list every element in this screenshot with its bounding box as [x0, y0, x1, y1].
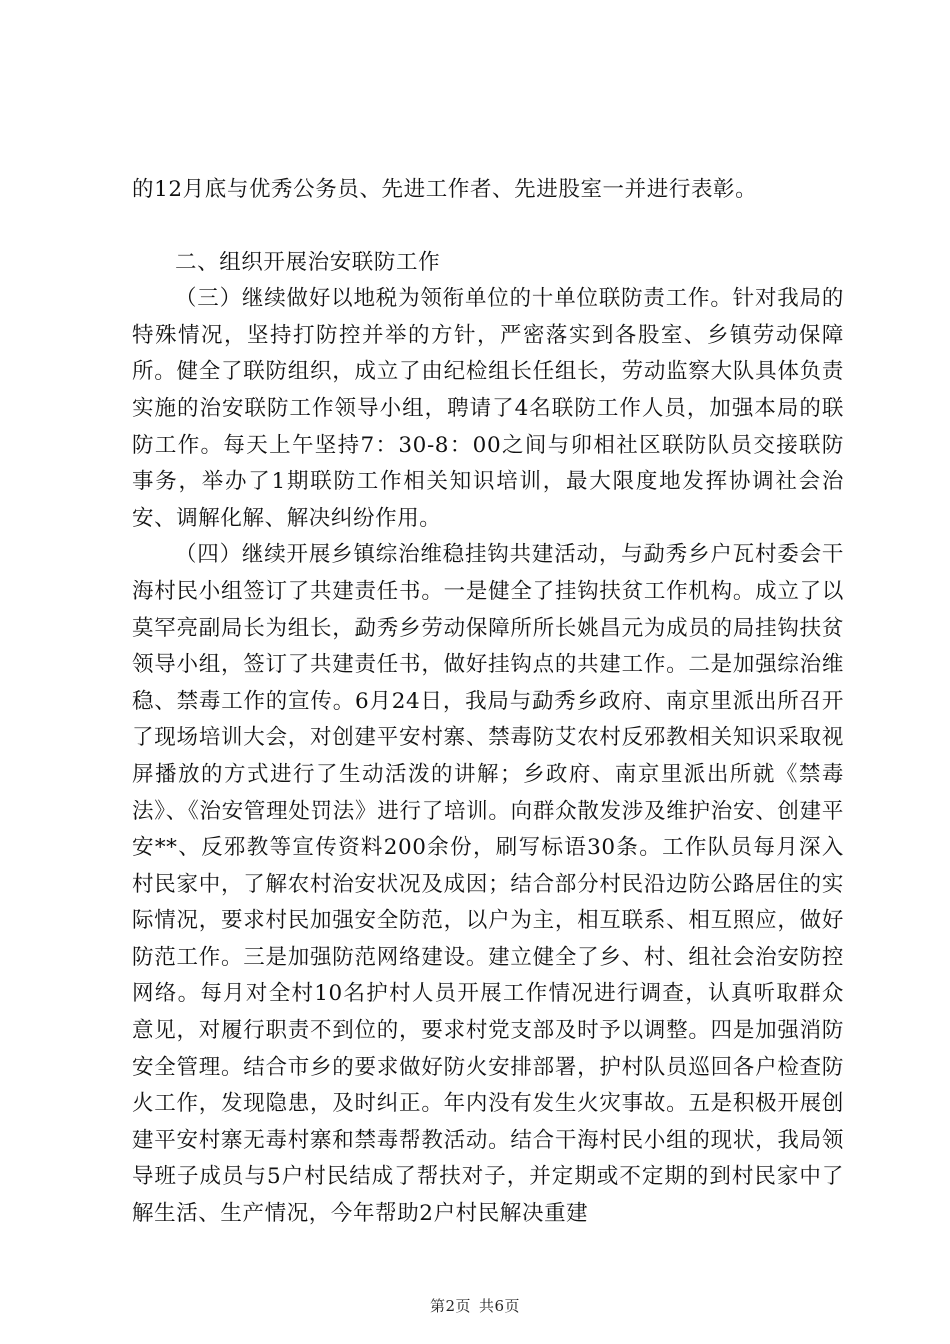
page-number: 第2页: [429, 1297, 471, 1315]
page-total: 共6页: [479, 1297, 521, 1315]
document-body: [132, 172, 844, 1233]
paragraph-continuation: 的12月底与优秀公务员、先进工作者、先进股室一并进行表彰。: [132, 177, 758, 202]
paragraph-item-3: （三）继续做好以地税为领衔单位的十单位联防责工作。针对我局的特殊情况，坚持打防控并举的方针，严密落实到各股室、乡镇劳动保障所。健全了联防组织，成立了由纪检组长任组长，劳动监察大队具体负责实施的治安联防工作领导小组，聘请了4名联防工作人员，加强本局的联防工作。每天上午坚持7：30-8：00之间与卯相社区联防队员交接联防事务，举办了1期联防工作相关知识培训，最大限度地发挥协调社会治安、调解化解、解决纠纷作用。: [132, 286, 844, 531]
section-heading: 二、组织开展治安联防工作: [175, 249, 441, 275]
paragraph-item-4: （四）继续开展乡镇综治维稳挂钩共建活动，与勐秀乡户瓦村委会干海村民小组签订了共建责任书。一是健全了挂钩扶贫工作机构。成立了以莫罕亮副局长为组长，勐秀乡劳动保障所所长姚昌元为成员的局挂钩扶贫领导小组，签订了共建责任书，做好挂钩点的共建工作。二是加强综治维稳、禁毒工作的宣传。6月24日，我局与勐秀乡政府、南京里派出所召开了现场培训大会，对创建平安村寨、禁毒防艾农村反邪教相关知识采取视屏播放的方式进行了生动活泼的讲解；乡政府、南京里派出所就《禁毒法》、《治安管理处罚法》进行了培训。向群众散发涉及维护治安、创建平安**、反邪教等宣传资料200余份，刷写标语30条。工作队员每月深入村民家中，了解农村治安状况及成因；结合部分村民沿边防公路居住的实际情况，要求村民加强安全防范，以户为主，相互联系、相互照应，做好防范工作。三是加强防范网络建设。建立健全了乡、村、组社会治安防控网络。每月对全村10名护村人员开展工作情况进行调查，认真听取群众意见，对履行职责不到位的，要求村党支部及时予以调整。四是加强消防安全管理。结合市乡的要求做好防火安排部署，护村队员巡回各户检查防火工作，发现隐患，及时纠正。年内没有发生火灾事故。五是积极开展创建平安村寨无毒村寨和禁毒帮教活动。结合干海村民小组的现状，我局领导班子成员与5户村民结成了帮扶对子，并定期或不定期的到村民家中了解生活、生产情况，今年帮助2户村民解决重建: [132, 542, 844, 1227]
page-footer: [0, 1295, 950, 1316]
